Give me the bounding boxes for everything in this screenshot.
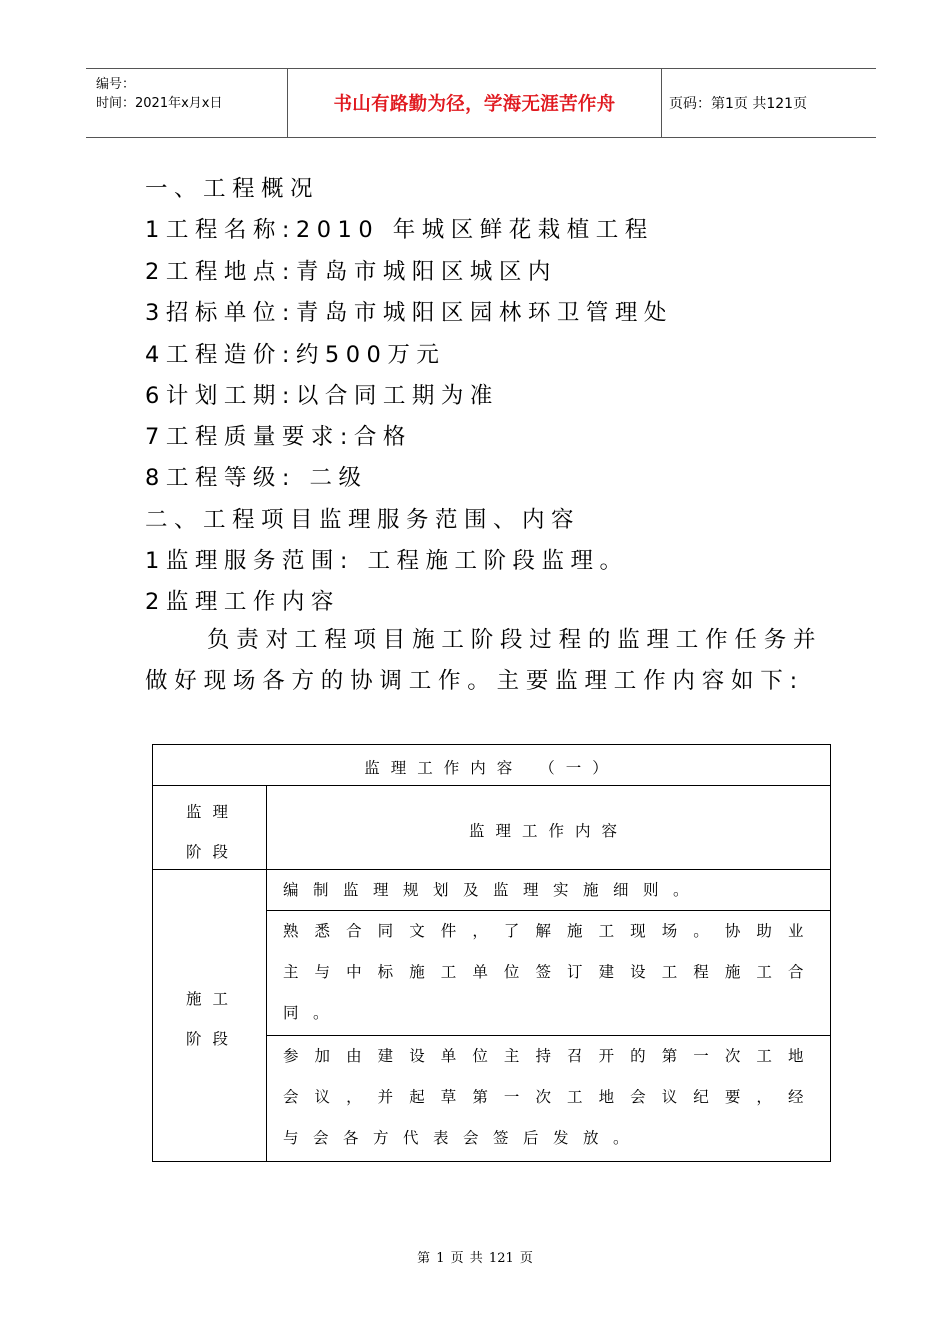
table-row: 编制监理规划及监理实施细则。 — [283, 881, 704, 899]
table-border — [830, 744, 831, 1162]
table-border — [152, 744, 153, 1162]
header-stage-line2: 阶段 — [186, 843, 240, 861]
table-border — [152, 785, 831, 786]
header-page-info: 页码：第1页 共121页 — [669, 96, 808, 112]
supervision-table — [152, 744, 831, 1162]
table-row: 参加由建设单位主持召开的第一次工地会议，并起草第一次工地会议纪要，经与会各方代表会签后发放。 — [283, 1047, 818, 1147]
body-line-grade: 8工程等级: 二级 — [145, 465, 368, 491]
header-motto: 书山有路勤为径，学海无涯苦作舟 — [288, 69, 662, 137]
table-border — [266, 785, 267, 1162]
header-content: 监理工作内容 — [468, 822, 628, 840]
body-line-project-location: 2工程地点:青岛市城阳区城区内 — [145, 259, 557, 285]
stage-label-line2: 阶段 — [186, 1030, 240, 1048]
header-stage-line1: 监理 — [186, 803, 240, 821]
intro-paragraph: 负责对工程项目施工阶段过程的监理工作任务并做好现场各方的协调工作。主要监理工作内容如下: — [145, 627, 823, 694]
stage-label-line1: 施工 — [186, 990, 240, 1008]
serial-number-label: 编号： — [96, 77, 136, 92]
body-line-service-scope: 1监理服务范围: 工程施工阶段监理。 — [145, 548, 629, 574]
table-title: 监理工作内容 （一） — [364, 759, 619, 777]
header-meta-cell — [86, 69, 288, 137]
table-border — [152, 1161, 831, 1162]
table-row: 熟悉合同文件，了解施工现场。协助业主与中标施工单位签订建设工程施工合同。 — [283, 922, 818, 1022]
page-footer: 第 1 页 共 121 页 — [417, 1251, 533, 1266]
section-heading-scope: 二、工程项目监理服务范围、内容 — [145, 507, 581, 533]
date-label: 时间：2021年x月x日 — [96, 96, 223, 111]
body-line-project-name: 1工程名称:2010 年城区鲜花栽植工程 — [145, 217, 654, 243]
body-line-quality: 7工程质量要求:合格 — [145, 424, 412, 450]
body-line-schedule: 6计划工期:以合同工期为准 — [145, 383, 499, 409]
body-line-work-content: 2监理工作内容 — [145, 589, 340, 615]
section-heading-overview: 一、工程概况 — [145, 176, 320, 202]
table-border — [152, 744, 831, 745]
body-line-bidding-unit: 3招标单位:青岛市城阳区园林环卫管理处 — [145, 300, 673, 326]
document-header — [86, 68, 876, 138]
body-line-project-cost: 4工程造价:约500万元 — [145, 342, 446, 368]
